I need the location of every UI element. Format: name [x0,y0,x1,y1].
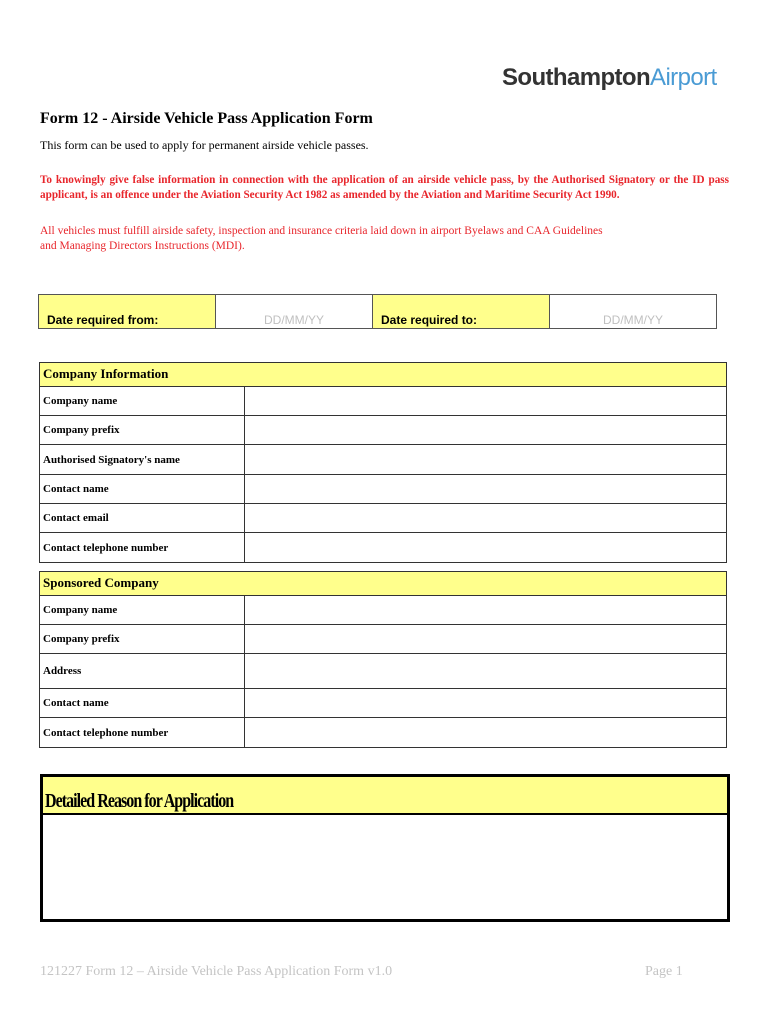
sponsored-company-prefix-label: Company prefix [40,625,245,653]
sponsored-company-heading: Sponsored Company [40,572,726,596]
sponsored-company-name-field[interactable] [245,596,726,624]
table-row [40,504,726,533]
detailed-reason-field[interactable] [43,815,727,917]
sponsored-address-label: Address [40,654,245,688]
table-row [40,445,726,475]
logo-text-airport: Airport [650,64,717,91]
sponsored-company-name-label: Company name [40,596,245,624]
company-information-section [39,362,727,563]
table-row [40,387,726,416]
note-line-1: All vehicles must fulfill airside safety, inspection and insurance criteria laid down in airport Byelaws and CAA Guidelines [40,225,603,237]
detailed-reason-section [40,774,730,922]
table-row [40,718,726,747]
sponsored-address-field[interactable] [245,654,726,688]
footer-page-number: Page 1 [645,964,683,979]
date-from-field[interactable]: DD/MM/YY [216,295,373,328]
logo-text-southampton: Southampton [502,64,651,91]
company-prefix-field[interactable] [245,416,726,444]
table-row [40,416,726,445]
sponsored-contact-telephone-label: Contact telephone number [40,718,245,747]
table-row [40,475,726,504]
table-row [40,596,726,625]
form-title: Form 12 - Airside Vehicle Pass Application Form [40,110,373,127]
date-required-row [38,294,717,329]
date-to-label: Date required to: [373,295,550,328]
sponsored-contact-name-field[interactable] [245,689,726,717]
legal-warning: To knowingly give false information in connection with the application of an airside vehicle pass, by the Authorised Signatory or the ID pass applicant, is an offence under the Aviation Security Act 1982 as amended by the Aviation and Maritime Security Act 1990. [40,174,729,201]
note-line-2: and Managing Directors Instructions (MDI). [40,240,245,252]
sponsored-contact-name-label: Contact name [40,689,245,717]
sponsored-contact-telephone-field[interactable] [245,718,726,747]
sponsored-company-section [39,571,727,748]
contact-telephone-field[interactable] [245,533,726,562]
southampton-airport-logo [502,64,717,92]
date-from-label: Date required from: [39,295,216,328]
company-name-field[interactable] [245,387,726,415]
contact-name-label: Contact name [40,475,245,503]
table-row [40,625,726,654]
contact-email-label: Contact email [40,504,245,532]
authorised-signatory-label: Authorised Signatory's name [40,445,245,474]
detailed-reason-heading-text: Detailed Reason for Application [45,790,234,812]
sponsored-company-prefix-field[interactable] [245,625,726,653]
company-information-heading: Company Information [40,363,726,387]
table-row [40,533,726,562]
date-to-field[interactable]: DD/MM/YY [603,313,663,327]
vehicle-criteria-note [40,224,729,254]
contact-telephone-label: Contact telephone number [40,533,245,562]
company-prefix-label: Company prefix [40,416,245,444]
table-row [40,654,726,689]
form-intro: This form can be used to apply for permanent airside vehicle passes. [40,138,369,152]
detailed-reason-heading [43,777,727,815]
company-name-label: Company name [40,387,245,415]
footer-document-id: 121227 Form 12 – Airside Vehicle Pass Application Form v1.0 [40,964,393,979]
table-row [40,689,726,718]
contact-email-field[interactable] [245,504,726,532]
authorised-signatory-field[interactable] [245,445,726,474]
contact-name-field[interactable] [245,475,726,503]
